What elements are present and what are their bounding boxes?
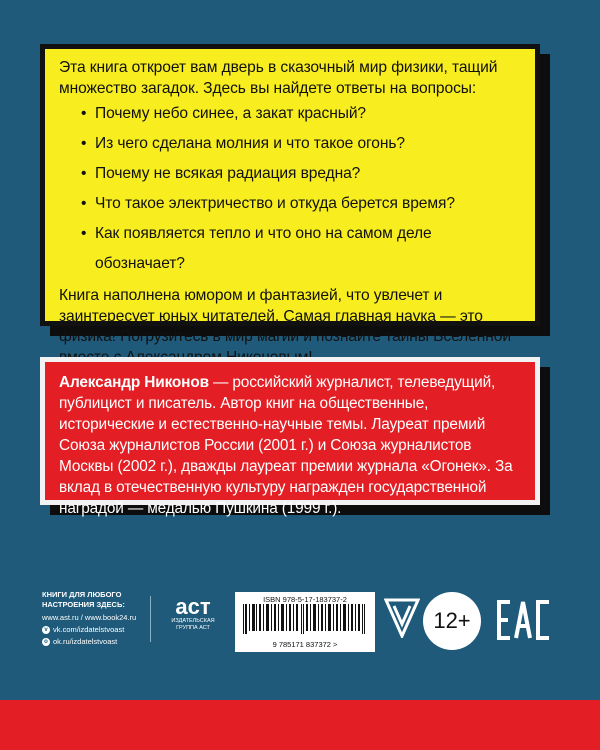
- ok-link-text: ok.ru/izdatelstvoast: [53, 637, 118, 646]
- list-item: [81, 99, 521, 129]
- question-text: Почему не всякая радиация вредна?: [95, 165, 361, 182]
- links-heading-line1: КНИГИ ДЛЯ ЛЮБОГО: [42, 590, 122, 599]
- barcode-number: 9 785171 837372 >: [272, 640, 338, 649]
- list-item: [81, 219, 521, 279]
- publisher-logo: [165, 596, 221, 642]
- v-logo-icon: [384, 598, 420, 638]
- eac-certification-icon: [496, 598, 552, 642]
- barcode-icon: [241, 604, 369, 634]
- closing-text: Книга наполнена юмором и фантазией, что увлечет и заинтересует юных читателей. Самая главная наука — это физика! Погрузитесь в мир магии и познайте тайны Вселенной: [59, 287, 511, 345]
- question-text: Как появляется тепло и что оно на самом деле обозначает?: [95, 225, 432, 272]
- question-text: Из чего сделана молния и что такое огонь?: [95, 135, 405, 152]
- divider: [150, 596, 151, 642]
- description-panel: [40, 44, 540, 345]
- list-item: [81, 159, 521, 189]
- isbn-text: ISBN 978-5-17-183737-2: [263, 595, 347, 604]
- ast-logo-mark: аст: [175, 594, 211, 619]
- bottom-strip: [0, 700, 600, 750]
- list-item: [81, 129, 521, 159]
- question-list: [59, 99, 521, 279]
- question-text: Что такое электричество и откуда берется время?: [95, 195, 455, 212]
- publisher-label-line2: ГРУППА АСТ: [176, 624, 210, 631]
- website-links[interactable]: www.ast.ru / www.book24.ru: [42, 613, 137, 622]
- vk-link-text: vk.com/izdatelstvoast: [53, 625, 125, 634]
- age-rating-badge: 12+: [423, 592, 481, 650]
- footer: [0, 586, 600, 676]
- ok-link[interactable]: [42, 637, 162, 647]
- ok-icon: o: [42, 638, 50, 646]
- publisher-label-line1: ИЗДАТЕЛЬСКАЯ: [171, 618, 215, 624]
- author-bio: [59, 372, 521, 519]
- question-text: Почему небо синее, а закат красный?: [95, 105, 366, 122]
- publisher-links: [42, 590, 162, 647]
- bullet: •: [81, 225, 87, 242]
- links-heading-line2: НАСТРОЕНИЯ ЗДЕСЬ:: [42, 600, 125, 609]
- list-item: [81, 189, 521, 219]
- vk-icon: v: [42, 626, 50, 634]
- vk-link[interactable]: [42, 625, 162, 635]
- author-bio-text: — российский журналист, телеведущий, публицист и писатель. Автор книг на общественные, исторические и естественно-научные темы. Лауреат премий Союза журналистов России (2001 г.) и Союза журналистов Москвы (2002 г.), дважды лауреат премии журнала «Огонек». За вклад в отечественную культуру награжден государственной наградой — медалью Пушкина (1999 г.).: [59, 374, 513, 517]
- author-name: Александр Никонов: [59, 374, 209, 391]
- barcode: [235, 592, 375, 652]
- bullet: •: [81, 165, 87, 182]
- bullet: •: [81, 135, 87, 152]
- author-panel: [40, 357, 540, 517]
- bullet: •: [81, 195, 87, 212]
- intro-text: Эта книга откроет вам дверь в сказочный мир физики, тащий множество загадок. Здесь вы найдете ответы на вопросы:: [59, 59, 498, 97]
- bullet: •: [81, 105, 87, 122]
